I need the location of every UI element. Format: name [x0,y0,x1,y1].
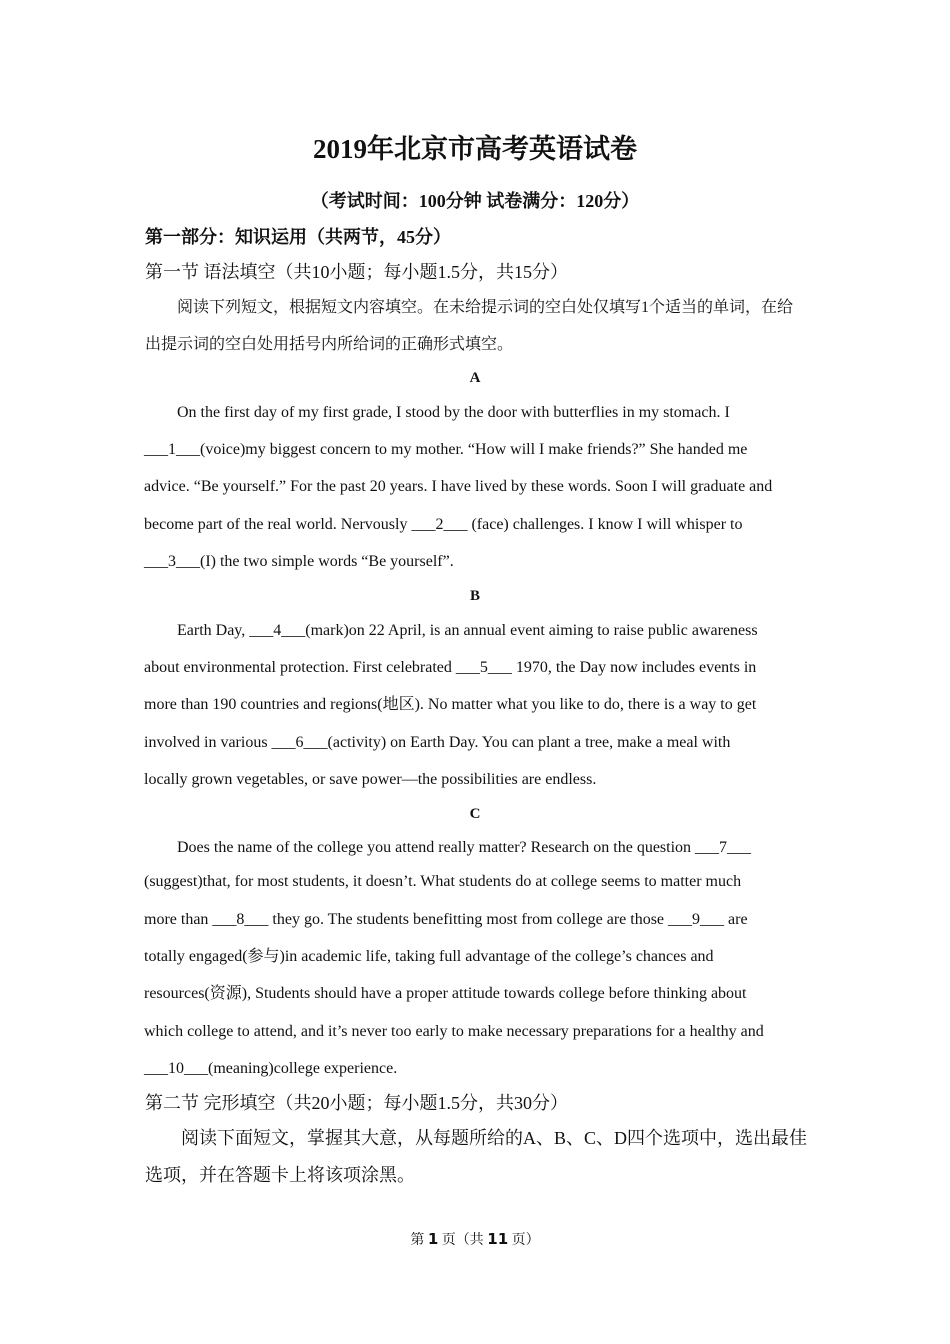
passage-line: advice. “Be yourself.” For the past 20 years. I have lived by these words. Soon I will graduate and [144,478,773,495]
passage-line: On the first day of my first grade, I stood by the door with butterflies in my stomach. I [177,404,730,421]
footer-total-pages: 11 [487,1230,509,1248]
passage-line: about environmental protection. First celebrated ___5___ 1970, the Day now includes events in [144,659,757,676]
passage-line: ___1___(voice)my biggest concern to my mother. “How will I make friends?” She handed me [144,441,748,458]
part-one-heading: 第一部分：知识运用（共两节，45分） [145,227,451,247]
section-two-heading: 第二节 完形填空（共20小题；每小题1.5分，共30分） [145,1093,568,1113]
footer-suffix: 页） [511,1233,540,1248]
passage-line: totally engaged(参与)in academic life, taking full advantage of the college’s chances and [144,948,714,965]
page-title: 2019年北京市高考英语试卷 [313,134,637,164]
passage-line: ___3___(I) the two simple words “Be yourself”. [144,553,454,570]
footer-middle: 页（共 [441,1233,484,1248]
section-two-instructions: 阅读下面短文，掌握其大意，从每题所给的A、B、C、D四个选项中，选出最佳选项，并在答题卡上将该项涂黑。 [145,1128,808,1185]
passage-line: which college to attend, and it’s never too early to make necessary preparations for a healthy and [144,1023,764,1040]
passage-line: more than ___8___ they go. The students benefitting most from college are those ___9___ are [144,911,748,928]
exam-info: （考试时间：100分钟 试卷满分：120分） [310,191,640,211]
passage-line: more than 190 countries and regions(地区). No matter what you like to do, there is a way to get [144,696,757,713]
passage-line: become part of the real world. Nervously ___2___ (face) challenges. I know I will whisper to [144,516,743,533]
passage-line: Earth Day, ___4___(mark)on 22 April, is an annual event aiming to raise public awareness [177,622,758,639]
section-one-instructions: 阅读下列短文，根据短文内容填空。在未给提示词的空白处仅填写1个适当的单词，在给出提示词的空白处用括号内所给词的正确形式填空。 [145,299,794,353]
passage-line: resources(资源), Students should have a proper attitude towards college before thinking about [144,985,747,1002]
footer-page-number: 1 [427,1230,439,1248]
passage-line: (suggest)that, for most students, it doesn’t. What students do at college seems to matter much [144,873,742,890]
passage-c-letter: C [469,806,481,822]
passage-line: ___10___(meaning)college experience. [144,1060,398,1077]
passage-a-letter: A [469,370,481,386]
passage-line: locally grown vegetables, or save power—the possibilities are endless. [144,771,597,788]
section-one-heading: 第一节 语法填空（共10小题；每小题1.5分，共15分） [145,262,568,282]
passage-line: involved in various ___6___(activity) on Earth Day. You can plant a tree, make a meal with [144,734,731,751]
passage-b-letter: B [469,588,480,604]
passage-line: Does the name of the college you attend really matter? Research on the question ___7___ [177,839,752,856]
footer-prefix: 第 [410,1233,425,1248]
page-footer [0,1228,950,1252]
